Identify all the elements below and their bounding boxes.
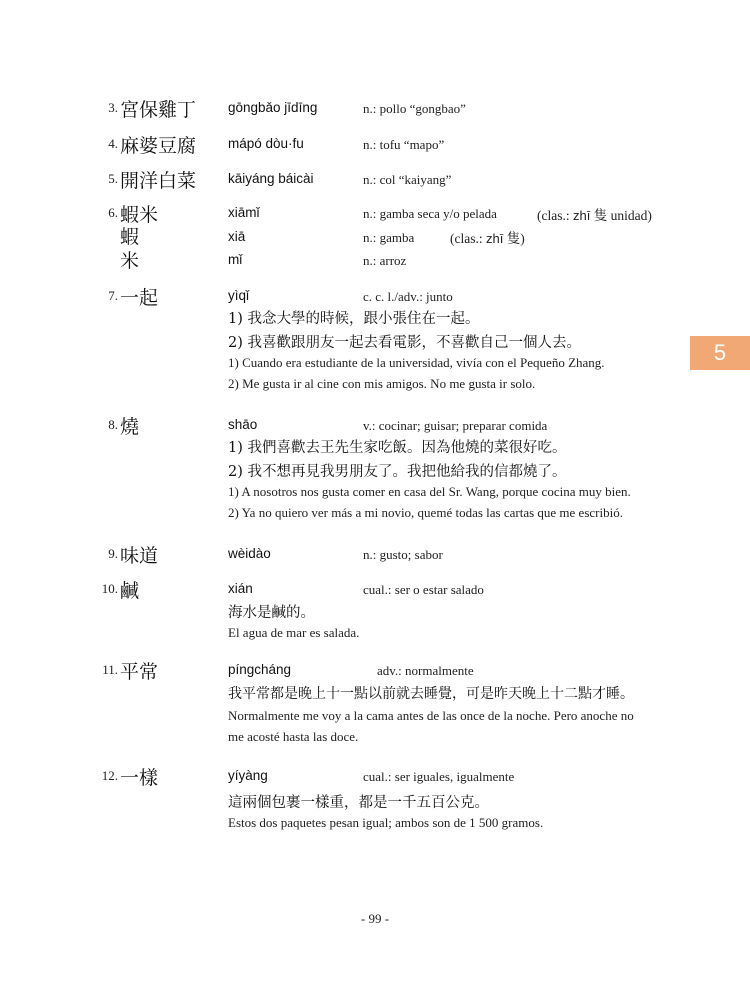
sub-entry-pinyin: mǐ — [228, 252, 243, 267]
entry-hanzi: 燒 — [120, 416, 140, 438]
entry-pinyin: xiāmǐ — [228, 205, 260, 220]
entry-hanzi: 一起 — [120, 287, 159, 309]
entry-pinyin: wèidào — [228, 546, 271, 561]
example-spanish: Normalmente me voy a la cama antes de las once de la noche. Pero anoche no — [228, 708, 634, 723]
entry-pinyin: shāo — [228, 417, 258, 432]
sub-entry-hanzi: 米 — [120, 250, 140, 272]
example-chinese: 1) 我念大學的時候，跟小張住在一起。 — [228, 311, 480, 327]
entry-pinyin: kāiyáng báicài — [228, 171, 314, 186]
entry-pinyin: xián — [228, 581, 253, 596]
entry-number: 8. — [108, 417, 118, 432]
entry-hanzi: 宮保雞丁 — [120, 99, 197, 121]
entry-definition: n.: gusto; sabor — [363, 547, 443, 562]
example-chinese: 1) 我們喜歡去王先生家吃飯。因為他燒的菜很好吃。 — [228, 440, 567, 456]
chapter-tab: 5 — [690, 336, 750, 370]
example-spanish: Estos dos paquetes pesan igual; ambos son de 1 500 gramos. — [228, 815, 544, 830]
entry-pinyin: gōngbǎo jīdīng — [228, 100, 318, 115]
entry-hanzi: 平常 — [120, 661, 159, 683]
sub-entry-hanzi: 蝦 — [120, 226, 140, 248]
example-spanish: 2) Me gusta ir al cine con mis amigos. No me gusta ir solo. — [228, 376, 536, 391]
entry-number: 4. — [108, 136, 118, 151]
example-spanish: El agua de mar es salada. — [228, 625, 360, 640]
example-spanish: 2) Ya no quiero ver más a mi novio, quemé todas las cartas que me escribió. — [228, 505, 623, 520]
sub-entry-pinyin: xiā — [228, 229, 246, 244]
entry-definition: adv.: normalmente — [377, 663, 474, 678]
classifier-note: (clas.: zhī 隻 unidad) — [537, 208, 652, 224]
example-chinese: 海水是鹹的。 — [228, 605, 315, 621]
example-chinese: 這兩個包裹一樣重，都是一千五百公克。 — [228, 795, 489, 811]
entry-definition: v.: cocinar; guisar; preparar comida — [363, 418, 548, 433]
entry-definition: cual.: ser o estar salado — [363, 582, 484, 597]
example-spanish: 1) A nosotros nos gusta comer en casa del Sr. Wang, porque cocina muy bien. — [228, 484, 631, 499]
entry-hanzi: 鹹 — [120, 580, 140, 602]
classifier-note: (clas.: zhī 隻) — [450, 231, 525, 247]
example-spanish: me acosté hasta las doce. — [228, 729, 359, 744]
entry-definition: n.: gamba seca y/o pelada — [363, 206, 497, 221]
entry-pinyin: píngcháng — [228, 662, 292, 677]
entry-pinyin: mápó dòu·fu — [228, 136, 304, 151]
entry-definition: n.: col “kaiyang” — [363, 172, 452, 187]
example-chinese: 2) 我不想再見我男朋友了。我把他給我的信都燒了。 — [228, 464, 567, 480]
entry-definition: cual.: ser iguales, igualmente — [363, 769, 515, 784]
entry-hanzi: 開洋白菜 — [120, 170, 197, 192]
sub-entry-definition: n.: arroz — [363, 253, 407, 268]
entry-hanzi: 味道 — [120, 545, 159, 567]
page-number: - 99 - — [360, 911, 390, 926]
entry-number: 12. — [101, 768, 118, 783]
entry-hanzi: 蝦米 — [120, 204, 159, 226]
entry-number: 11. — [102, 662, 118, 677]
example-spanish: 1) Cuando era estudiante de la universidad, vivía con el Pequeño Zhang. — [228, 355, 605, 370]
entry-pinyin: yíyàng — [228, 768, 268, 783]
entry-definition: n.: tofu “mapo” — [363, 137, 445, 152]
sub-entry-definition: n.: gamba — [363, 230, 415, 245]
example-chinese: 2) 我喜歡跟朋友一起去看電影，不喜歡自己一個人去。 — [228, 335, 581, 351]
example-chinese: 我平常都是晚上十一點以前就去睡覺，可是昨天晚上十二點才睡。 — [228, 686, 634, 702]
entry-definition: c. c. l./adv.: junto — [363, 289, 453, 304]
entry-number: 3. — [108, 100, 118, 115]
entry-number: 7. — [108, 288, 118, 303]
entry-number: 9. — [108, 546, 118, 561]
entry-hanzi: 一樣 — [120, 767, 159, 789]
entry-hanzi: 麻婆豆腐 — [120, 135, 197, 157]
entry-number: 5. — [108, 171, 118, 186]
entry-number: 6. — [108, 205, 118, 220]
entry-definition: n.: pollo “gongbao” — [363, 101, 466, 116]
entry-pinyin: yìqǐ — [228, 288, 250, 303]
entry-number: 10. — [101, 581, 118, 596]
